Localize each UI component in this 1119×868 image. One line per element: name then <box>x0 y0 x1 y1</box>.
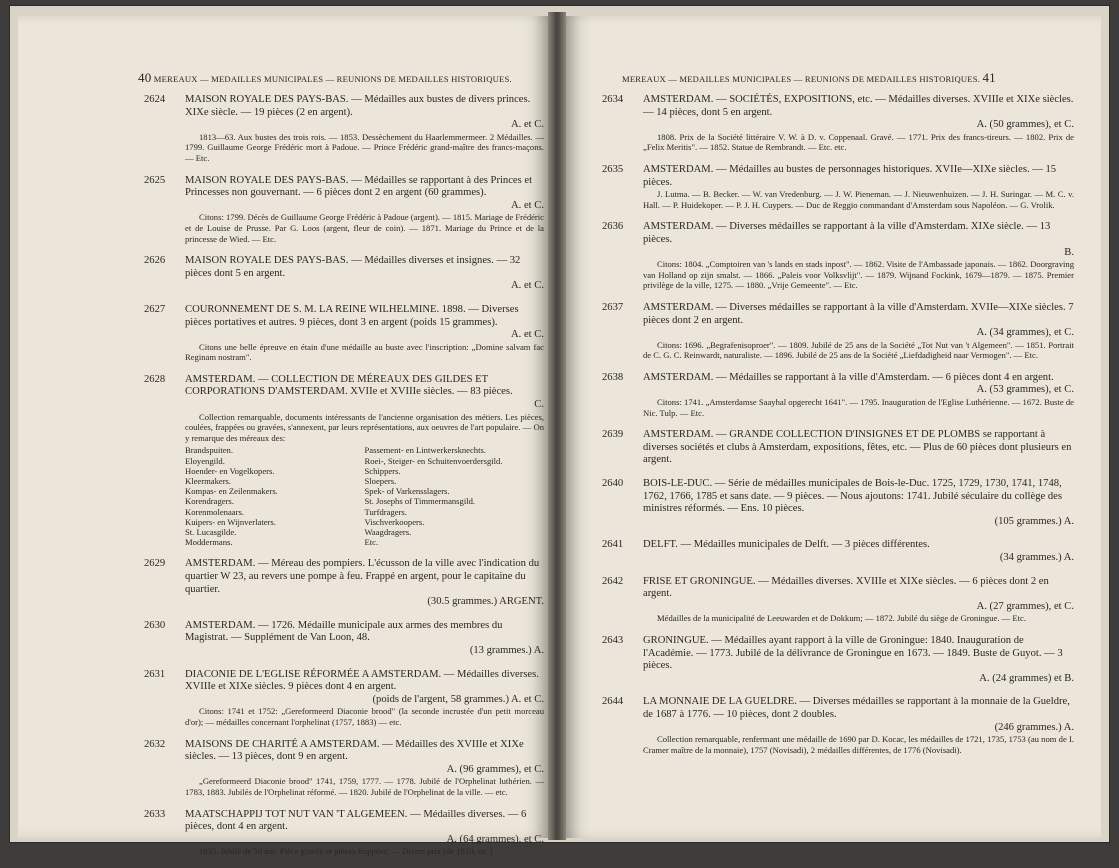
lot-title: AMSTERDAM. — Diverses médailles se rapportant à la ville d'Amsterdam. XVIIe—XIXe siècles. 7 pièces dont 2 en argent. <box>643 301 1074 326</box>
lot-number: 2626 <box>144 255 166 267</box>
book-spread <box>10 6 1109 857</box>
catalog-entry <box>144 739 544 798</box>
book-gutter <box>548 12 566 840</box>
right-running-head <box>622 70 996 86</box>
guild-name: Vischverkoopers. <box>364 516 425 527</box>
guild-list-column <box>185 445 365 547</box>
lot-title: MAISONS DE CHARITÉ A AMSTERDAM. — Médailles des XVIIIe et XIXe siècles. — 13 pièces, dont 9 en argent. <box>185 738 524 763</box>
guild-name: Etc. <box>364 537 379 548</box>
guild-name: Korendragers. <box>185 496 234 507</box>
lot-price: A. (24 grammes) et B. <box>979 672 1074 684</box>
lot-description: 1813—63. Aux bustes des trois rois. — 1853. Dessèchement du Haarlemmermeer. 2 Médailles. — 1799. Guillaume George Frédéric mort à Padoue. — Prince Frédéric grand-maître des francs-maçons. — Etc. <box>185 131 544 163</box>
lot-price: A. et C. <box>511 119 544 131</box>
lot-price: A. (27 grammes), et C. <box>976 600 1074 612</box>
lot-number: 2640 <box>602 478 624 490</box>
right-entries <box>602 94 1074 766</box>
lot-title: DELFT. — Médailles municipales de Delft. — 3 pièces différentes. <box>643 539 930 551</box>
guild-name: Sloepers. <box>364 476 397 487</box>
lot-number: 2643 <box>602 634 624 646</box>
entry-body <box>643 94 1074 153</box>
lot-title: GRONINGUE. — Médailles ayant rapport à la ville de Groningue: 1840. Inauguration de l'Académie. — 1773. Jubilé de la délivrance de Groningue en 1673. — 1849. Buste de Guyot. — 3 pièces. <box>643 634 1063 672</box>
entry-body <box>185 175 544 245</box>
catalog-entry <box>144 304 544 363</box>
lot-price: (13 grammes.) A. <box>469 645 544 657</box>
catalog-entry <box>144 94 544 164</box>
lot-description: Collection remarquable, documents intéressants de l'ancienne organisation des métiers. Les pièces, coulées, frappées ou gravées, s'annexent, par leurs représentations, aux oeuvres de l'art populaire. — On y remarque des méreaux des: <box>185 411 544 443</box>
lot-description: Citons: 1799. Décès de Guillaume George Frédéric à Padoue (argent). — 1815. Mariage de Frédéric et de Louise de Prusse. Par G. Loos (argent, fleur de coin). — 1871. Mariage du Prince et de la princesse de Wied. — Etc. <box>185 212 544 244</box>
catalog-entry <box>144 175 544 245</box>
lot-title: AMSTERDAM. — Médailles au bustes de personnages historiques. XVIIe—XIXe siècles. — 15 pièces. <box>643 163 1057 188</box>
lot-number: 2644 <box>602 696 624 708</box>
lot-title: AMSTERDAM. — Méreau des pompiers. L'écusson de la ville avec l'indication du quartier W 23, au revers une pompe à feu. Frappé en argent, pour le capitaine du quartier. <box>185 558 540 595</box>
guild-name: Moddermans. <box>185 537 233 548</box>
lot-number: 2627 <box>144 303 166 315</box>
lot-number: 2636 <box>602 221 624 233</box>
catalog-entry <box>602 696 1074 755</box>
right-page-number: 41 <box>982 70 996 85</box>
catalog-entry <box>602 478 1074 528</box>
lot-description: Collection remarquable, renfermant une médaille de 1690 par D. Kocac, les médailles de 1721, 1735, 1753 (au nom de I. Cramer maître de la monnaie), 1757 (Novisadi), 2 médailles différentes, de 1776 (Novisadi). <box>643 734 1074 755</box>
guild-name: Brandspuiten. <box>185 445 233 456</box>
lot-number: 2625 <box>144 174 166 186</box>
lot-title: BOIS-LE-DUC. — Série de médailles municipales de Bois-le-Duc. 1725, 1729, 1730, 1741, 1748, 1762, 1766, 1785 et sans date. — 9 pièces. — Nous ajoutons: 1741. Jubilé séculaire du collège des ministres réformés. — Ens. 10 pièces. <box>643 478 1062 515</box>
lot-price: (246 grammes.) A. <box>994 721 1074 733</box>
guild-name: Eloyengild. <box>185 455 225 466</box>
lot-number: 2638 <box>602 371 624 383</box>
left-page <box>18 16 548 857</box>
catalog-entry <box>144 620 544 658</box>
lot-description: J. Lutma. — B. Becker. — W. van Vredenburg. — J. W. Pieneman. — J. Nieuwenhuizen. — J. H. Suringar. — M. C. v. Hall. — P. Huidekoper. — P. J. H. Cuypers. — Duc de Reggio commandant d'Amsterdam sous Napoléon. — G. Vrolik. <box>643 189 1074 210</box>
catalog-entry <box>602 372 1074 418</box>
entry-body <box>643 164 1074 210</box>
lot-title: AMSTERDAM. — COLLECTION DE MÉREAUX DES GILDES ET CORPORATIONS D'AMSTERDAM. XVIIe et XVIIIe siècles. — 83 pièces. <box>185 373 513 398</box>
lot-number: 2630 <box>144 619 166 631</box>
guild-name: Hoender- en Vogelkopers. <box>185 465 275 476</box>
lot-price: A. et C. <box>511 329 544 341</box>
lot-price: A. (96 grammes), et C. <box>446 763 544 775</box>
left-entries <box>144 94 544 868</box>
catalog-entry <box>144 669 544 728</box>
guild-name: Korenmolenaars. <box>185 506 244 517</box>
lot-price: (34 grammes.) A. <box>999 552 1074 563</box>
left-running-head-text: MEREAUX — MEDAILLES MUNICIPALES — REUNIONS DE MEDAILLES HISTORIQUES. <box>153 74 512 84</box>
guild-name: Passement- en Lintwerkersknechts. <box>364 445 486 456</box>
guild-list-column <box>365 445 545 547</box>
lot-price: (30.5 grammes.) ARGENT. <box>427 596 544 608</box>
catalog-entry <box>602 164 1074 210</box>
lot-price: A. (64 grammes), et C. <box>446 833 544 845</box>
lot-description: Citons: 1741 et 1752: „Gereformeerd Diaconie brood" (la seconde incrustée d'un petit morceau d'or); — médailles concernant l'orphelinat (1757, 1883) — etc. <box>185 706 544 727</box>
guild-list <box>185 445 544 547</box>
guild-name: Kompas- en Zeilenmakers. <box>185 486 278 497</box>
guild-name: Roei-, Steiger- en Schuitenvoerdersgild. <box>364 455 503 466</box>
lot-description: Citons: 1804. „Comptoiren van 's lands en stads inpost". — 1862. Visite de l'Ambassade japonais. — 1862. Doorgraving van Holland op zijn smalst. — 1866. „Paleis voor Volksvlijt". — 1879. Wijnand Fockink, 1679—1879. — 1875. Premier privilège de la ville, 1275. — 1880. „Vrije Gemeente". — Etc. <box>643 259 1074 291</box>
lot-number: 2624 <box>144 94 166 105</box>
entry-body <box>185 304 544 363</box>
catalog-entry <box>602 635 1074 685</box>
lot-title: MAATSCHAPPIJ TOT NUT VAN 'T ALGEMEEN. — Médailles diverses. — 6 pièces, dont 4 en argent. <box>185 808 527 833</box>
lot-title: MAISON ROYALE DES PAYS-BAS. — Médailles se rapportant à des Princes et Princesses non gouvernant. — 6 pièces dont 2 en argent (60 grammes). <box>185 174 533 199</box>
catalog-entry <box>602 302 1074 361</box>
lot-price: C. <box>534 399 544 411</box>
lot-number: 2637 <box>602 301 624 313</box>
lot-description: 1835. Jubilé de 50 ans. Pièce gravée et pièces frappées; — Divers prix (de 1810, etc.) <box>199 846 493 857</box>
lot-description: Citons: 1741. „Amsterdamse Saayhal opgerecht 1641". — 1795. Inauguration de l'Eglise Luthérienne. — 1672. Buste de Nic. Tulp. — Etc. <box>643 397 1074 418</box>
lot-description: 1808. Prix de la Société littéraire V. W. à D. v. Coppenaal. Gravé. — 1771. Prix des francs-tireurs. — 1802. Prix de „Felix Meritis". — 1852. Statue de Rembrandt. — Etc. etc. <box>643 131 1074 153</box>
lot-title: AMSTERDAM. — Diverses médailles se rapportant à la ville d'Amsterdam. XIXe siècle. — 13 pièces. <box>643 221 1051 245</box>
lot-price: (poids de l'argent, 58 grammes.) A. et C. <box>372 693 544 705</box>
lot-title: AMSTERDAM. — GRANDE COLLECTION D'INSIGNES ET DE PLOMBS se rapportant à diverses sociétés et clubs à Amsterdam, expositions, fêtes, etc. — Plus de 60 pièces dont plusieurs en argent. <box>643 429 1072 466</box>
left-running-head <box>138 70 512 86</box>
catalog-entry <box>144 809 544 857</box>
entry-body <box>185 809 544 857</box>
lot-description: „Gereformeerd Diaconie brood" 1741, 1759, 1777. — 1778. Jubilé de l'Orphelinat luthérien. — 1783, 1883. Jubilés de l'Orphelinat réformé. — 1820. Jubilé de l'Orphelinat de la ville. — etc. <box>185 776 544 797</box>
entry-body <box>643 576 1074 624</box>
lot-number: 2635 <box>602 163 624 175</box>
lot-description: Citons: 1696. „Begrafenisoproer". — 1809. Jubilé de 25 ans de la Société „Tot Nut van 't Algemeen". — 1851. Portrait de C. G. C. Reinwardt, naturaliste. — 1896. Jubilé de 25 ans de la Société „Liefdadigheid naar Vermogen". — Etc. <box>643 339 1074 361</box>
lot-description: Citons une belle épreuve en étain d'une médaille au buste avec l'inscription: „Domine salvam fac Reginam nostram". <box>185 341 544 363</box>
lot-number: 2641 <box>602 539 624 551</box>
guild-name: Waagdragers. <box>364 527 412 538</box>
lot-title: AMSTERDAM. — SOCIÉTÉS, EXPOSITIONS, etc. — Médailles diverses. XVIIIe et XIXe siècles. — 14 pièces, dont 5 en argent. <box>643 94 1074 118</box>
guild-name: St. Josephs of Timmermansgild. <box>364 496 476 507</box>
lot-title: MAISON ROYALE DES PAYS-BAS. — Médailles aux bustes de divers princes. XIXe siècle. — 19 pièces (2 en argent). <box>185 94 531 118</box>
lot-number: 2628 <box>144 373 166 385</box>
lot-price: A. (53 grammes), et C. <box>976 384 1074 396</box>
entry-body <box>643 539 1074 564</box>
entry-body <box>185 620 544 658</box>
lot-title: COURONNEMENT DE S. M. LA REINE WILHELMINE. 1898. — Diverses pièces portatives et autres. 9 pièces, dont 3 en argent (poids 15 grammes). <box>185 303 519 328</box>
lot-title: FRISE ET GRONINGUE. — Médailles diverses. XVIIIe et XIXe siècles. — 6 pièces dont 2 en argent. <box>643 575 1049 600</box>
catalog-entry <box>144 374 544 548</box>
entry-body <box>643 635 1074 685</box>
lot-price: (105 grammes.) A. <box>994 515 1074 527</box>
lot-description: Médailles de la municipalité de Leeuwarden et de Dokkum; — 1872. Jubilé du siège de Groningue. — Etc. <box>657 613 1026 624</box>
lot-number: 2633 <box>144 808 166 820</box>
lot-number: 2631 <box>144 668 166 680</box>
lot-number: 2634 <box>602 94 624 105</box>
entry-body <box>185 669 544 728</box>
lot-number: 2629 <box>144 558 166 570</box>
lot-number: 2642 <box>602 575 624 587</box>
entry-body <box>643 429 1074 467</box>
guild-name: Spek- of Varkensslagers. <box>364 486 450 497</box>
lot-title: MAISON ROYALE DES PAYS-BAS. — Médailles diverses et insignes. — 32 pièces dont 5 en argent. <box>185 255 521 279</box>
lot-price: A. et C. <box>511 199 544 211</box>
right-running-head-text: MEREAUX — MEDAILLES MUNICIPALES — REUNIONS DE MEDAILLES HISTORIQUES. <box>622 74 981 84</box>
lot-title: AMSTERDAM. — 1726. Médaille municipale aux armes des membres du Magistrat. — Supplément de Van Loon, 48. <box>185 619 503 644</box>
lot-price: A. (34 grammes), et C. <box>976 327 1074 339</box>
lot-price: B. <box>1064 246 1074 258</box>
lot-price: A. (50 grammes), et C. <box>976 119 1074 131</box>
lot-title: DIACONIE DE L'EGLISE RÉFORMÉE A AMSTERDAM. — Médailles diverses. XVIIIe et XIXe siècles. 9 pièces dont 4 en argent. <box>185 668 539 693</box>
right-page <box>566 16 1101 838</box>
catalog-entry <box>144 255 544 293</box>
catalog-entry <box>602 221 1074 291</box>
entry-body <box>185 94 544 164</box>
lot-price: A. et C. <box>511 280 544 292</box>
catalog-entry <box>602 576 1074 624</box>
entry-body <box>185 374 544 548</box>
guild-name: Schippers. <box>364 465 401 476</box>
lot-title: AMSTERDAM. — Médailles se rapportant à la ville d'Amsterdam. — 6 pièces dont 4 en argent. <box>643 371 1054 383</box>
left-page-number: 40 <box>138 70 152 85</box>
lot-number: 2639 <box>602 429 624 441</box>
catalog-entry <box>144 558 544 608</box>
catalog-entry <box>602 429 1074 467</box>
guild-name: Turfdragers. <box>364 506 407 517</box>
entry-body <box>643 302 1074 361</box>
guild-name: Kleermakers. <box>185 476 232 487</box>
lot-title: LA MONNAIE DE LA GUELDRE. — Diverses médailles se rapportant à la monnaie de la Gueldre, de 1687 à 1776. — 10 pièces, dont 2 doubles. <box>643 696 1070 720</box>
entry-body <box>643 478 1074 528</box>
entry-body <box>643 696 1074 755</box>
catalog-entry <box>602 539 1074 564</box>
entry-body <box>185 255 544 293</box>
guild-name: St. Lucasgilde. <box>185 527 237 538</box>
catalog-entry <box>602 94 1074 153</box>
entry-body <box>643 221 1074 291</box>
entry-body <box>185 558 544 608</box>
guild-name: Kuipers- en Wijnverlaters. <box>185 516 276 527</box>
entry-body <box>643 372 1074 418</box>
lot-number: 2632 <box>144 738 166 750</box>
entry-body <box>185 739 544 798</box>
